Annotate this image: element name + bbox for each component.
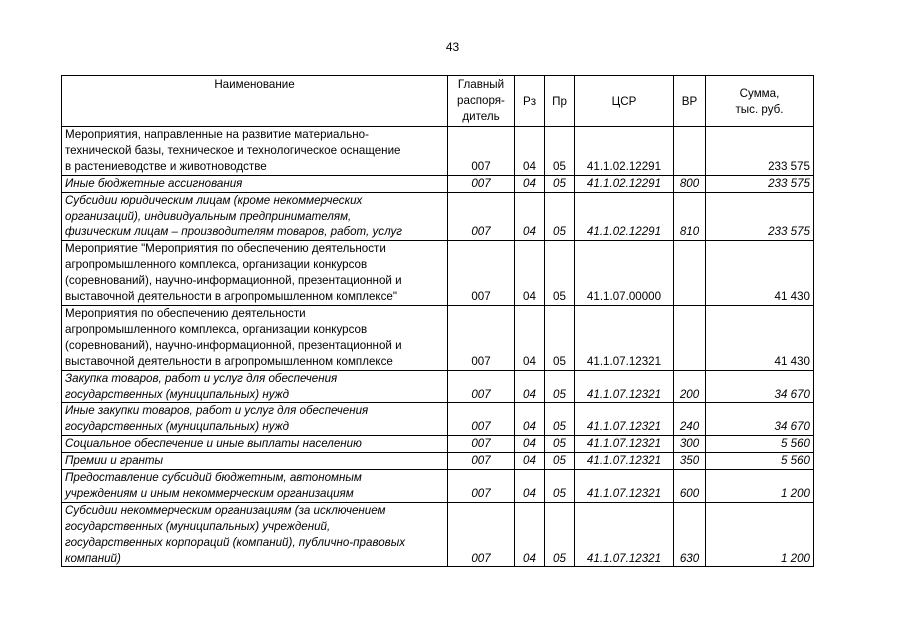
table-row bbox=[62, 305, 814, 370]
table-row bbox=[62, 502, 814, 567]
cell-vr: 200 bbox=[674, 370, 706, 403]
cell-vr: 350 bbox=[674, 453, 706, 470]
cell-vr bbox=[674, 241, 706, 306]
cell-admin: 007 bbox=[448, 436, 515, 453]
cell-pr: 05 bbox=[545, 305, 575, 370]
cell-rz: 04 bbox=[515, 127, 545, 176]
cell-admin: 007 bbox=[448, 470, 515, 503]
cell-pr: 05 bbox=[545, 470, 575, 503]
cell-rz: 04 bbox=[515, 305, 545, 370]
table-row bbox=[62, 436, 814, 453]
header-admin-line: Главный bbox=[457, 78, 505, 91]
cell-sum: 41 430 bbox=[706, 241, 814, 306]
cell-admin: 007 bbox=[448, 370, 515, 403]
name-line: организаций), индивидуальным предпринимателям, bbox=[65, 209, 352, 223]
cell-csr: 41.1.07.12321 bbox=[575, 502, 674, 567]
name-line: Иные бюджетные ассигнования bbox=[65, 176, 243, 190]
cell-sum: 233 575 bbox=[706, 192, 814, 241]
header-row bbox=[62, 76, 814, 127]
table-row bbox=[62, 241, 814, 306]
name-line: Закупка товаров, работ и услуг для обеспечения bbox=[65, 371, 338, 385]
cell-name bbox=[62, 436, 448, 453]
cell-pr: 05 bbox=[545, 241, 575, 306]
cell-pr: 05 bbox=[545, 175, 575, 192]
cell-rz: 04 bbox=[515, 436, 545, 453]
header-name: Наименование bbox=[62, 76, 448, 127]
cell-rz: 04 bbox=[515, 403, 545, 436]
cell-name bbox=[62, 192, 448, 241]
cell-admin: 007 bbox=[448, 453, 515, 470]
cell-name bbox=[62, 370, 448, 403]
cell-pr: 05 bbox=[545, 127, 575, 176]
table-row bbox=[62, 370, 814, 403]
cell-vr: 800 bbox=[674, 175, 706, 192]
table-row bbox=[62, 175, 814, 192]
cell-rz: 04 bbox=[515, 502, 545, 567]
name-line: Мероприятия по обеспечению деятельности bbox=[65, 306, 306, 320]
name-line: агропромышленного комплекса, организации конкурсов bbox=[65, 322, 368, 336]
cell-rz: 04 bbox=[515, 192, 545, 241]
name-line: Субсидии некоммерческим организациям (за исключением bbox=[65, 503, 386, 517]
name-line: государственных (муниципальных) нужд bbox=[65, 420, 290, 434]
cell-admin: 007 bbox=[448, 175, 515, 192]
name-line: (соревнований), научно-информационной, презентационной и bbox=[65, 338, 402, 352]
name-line: Предоставление субсидий бюджетным, автономным bbox=[65, 471, 362, 485]
cell-csr: 41.1.07.12321 bbox=[575, 436, 674, 453]
cell-csr: 41.1.02.12291 bbox=[575, 175, 674, 192]
cell-csr: 41.1.07.12321 bbox=[575, 305, 674, 370]
name-line: физическим лицам – производителям товаров, работ, услуг bbox=[65, 225, 403, 239]
cell-sum: 34 670 bbox=[706, 370, 814, 403]
header-rz: Рз bbox=[515, 76, 545, 127]
table-row bbox=[62, 453, 814, 470]
cell-csr: 41.1.07.12321 bbox=[575, 470, 674, 503]
table-row bbox=[62, 470, 814, 503]
header-admin-line: дитель bbox=[462, 109, 500, 123]
cell-name bbox=[62, 470, 448, 503]
header-csr: ЦСР bbox=[575, 76, 674, 127]
name-line: государственных (муниципальных) нужд bbox=[65, 387, 290, 401]
cell-admin: 007 bbox=[448, 192, 515, 241]
page-number: 43 bbox=[445, 40, 460, 54]
cell-admin: 007 bbox=[448, 502, 515, 567]
budget-table bbox=[61, 75, 814, 567]
header-sum-line: тыс. руб. bbox=[735, 102, 784, 116]
cell-name bbox=[62, 502, 448, 567]
cell-vr: 300 bbox=[674, 436, 706, 453]
cell-name bbox=[62, 127, 448, 176]
cell-vr: 600 bbox=[674, 470, 706, 503]
cell-csr: 41.1.07.00000 bbox=[575, 241, 674, 306]
cell-rz: 04 bbox=[515, 453, 545, 470]
cell-vr: 630 bbox=[674, 502, 706, 567]
name-line: Мероприятия, направленные на развитие материально- bbox=[65, 128, 369, 141]
name-line: Мероприятие "Мероприятия по обеспечению деятельности bbox=[65, 242, 386, 256]
cell-rz: 04 bbox=[515, 370, 545, 403]
header-admin-line: распоря- bbox=[457, 93, 505, 107]
cell-vr bbox=[674, 305, 706, 370]
name-line: Социальное обеспечение и иные выплаты населению bbox=[65, 437, 362, 451]
header-sum bbox=[706, 76, 814, 127]
name-line: государственных (муниципальных) учреждений, bbox=[65, 519, 331, 533]
name-line: Иные закупки товаров, работ и услуг для обеспечения bbox=[65, 404, 369, 418]
cell-admin: 007 bbox=[448, 127, 515, 176]
cell-sum: 5 560 bbox=[706, 436, 814, 453]
cell-vr: 240 bbox=[674, 403, 706, 436]
cell-name bbox=[62, 305, 448, 370]
cell-sum: 233 575 bbox=[706, 127, 814, 176]
name-line: в растениеводстве и животноводстве bbox=[65, 159, 267, 173]
table-row bbox=[62, 192, 814, 241]
cell-pr: 05 bbox=[545, 192, 575, 241]
cell-admin: 007 bbox=[448, 241, 515, 306]
cell-csr: 41.1.07.12321 bbox=[575, 403, 674, 436]
table-row bbox=[62, 127, 814, 176]
cell-name bbox=[62, 241, 448, 306]
cell-admin: 007 bbox=[448, 305, 515, 370]
cell-sum: 5 560 bbox=[706, 453, 814, 470]
cell-sum: 41 430 bbox=[706, 305, 814, 370]
cell-rz: 04 bbox=[515, 175, 545, 192]
name-line: (соревнований), научно-информационной, презентационной и bbox=[65, 274, 402, 288]
name-line: компаний) bbox=[65, 551, 121, 565]
cell-name bbox=[62, 453, 448, 470]
cell-name bbox=[62, 175, 448, 192]
name-line: технической базы, техническое и технологическое оснащение bbox=[65, 143, 401, 157]
name-line: учреждениям и иным некоммерческим организациям bbox=[65, 486, 354, 500]
header-sum-line: Сумма, bbox=[739, 86, 780, 100]
header-admin bbox=[448, 76, 515, 127]
name-line: выставочной деятельности в агропромышленном комплексе bbox=[65, 354, 393, 368]
cell-vr: 810 bbox=[674, 192, 706, 241]
cell-csr: 41.1.02.12291 bbox=[575, 127, 674, 176]
header-vr: ВР bbox=[674, 76, 706, 127]
cell-name bbox=[62, 403, 448, 436]
cell-pr: 05 bbox=[545, 403, 575, 436]
cell-rz: 04 bbox=[515, 241, 545, 306]
cell-sum: 1 200 bbox=[706, 502, 814, 567]
cell-pr: 05 bbox=[545, 502, 575, 567]
cell-csr: 41.1.07.12321 bbox=[575, 370, 674, 403]
name-line: Субсидии юридическим лицам (кроме некоммерческих bbox=[65, 193, 363, 207]
cell-admin: 007 bbox=[448, 403, 515, 436]
cell-pr: 05 bbox=[545, 453, 575, 470]
name-line: выставочной деятельности в агропромышленном комплексе" bbox=[65, 290, 397, 304]
cell-pr: 05 bbox=[545, 370, 575, 403]
cell-rz: 04 bbox=[515, 470, 545, 503]
table-row bbox=[62, 403, 814, 436]
cell-sum: 233 575 bbox=[706, 175, 814, 192]
cell-sum: 1 200 bbox=[706, 470, 814, 503]
cell-csr: 41.1.02.12291 bbox=[575, 192, 674, 241]
cell-pr: 05 bbox=[545, 436, 575, 453]
cell-sum: 34 670 bbox=[706, 403, 814, 436]
cell-vr bbox=[674, 127, 706, 176]
header-pr: Пр bbox=[545, 76, 575, 127]
name-line: Премии и гранты bbox=[65, 454, 164, 468]
cell-csr: 41.1.07.12321 bbox=[575, 453, 674, 470]
name-line: агропромышленного комплекса, организации конкурсов bbox=[65, 258, 368, 272]
name-line: государственных корпораций (компаний), публично-правовых bbox=[65, 535, 406, 549]
